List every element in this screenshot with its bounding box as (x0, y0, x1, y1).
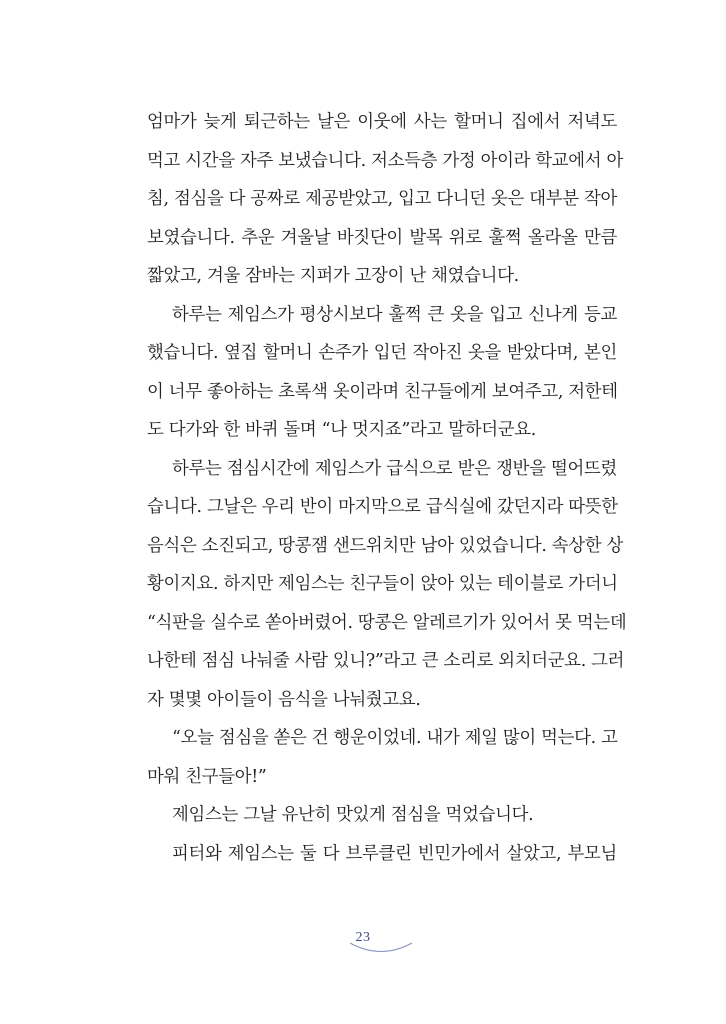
body-line: 마워 친구들아!” (147, 766, 267, 787)
body-line: 하루는 제임스가 평상시보다 훌쩍 큰 옷을 입고 신나게 등교 (172, 304, 617, 325)
body-line: 침, 점심을 다 공짜로 제공받았고, 입고 다니던 옷은 대부분 작아 (147, 189, 617, 209)
page-number-arc-ornament (348, 940, 414, 954)
body-line: 나한테 점심 나눠줄 사람 있니?”라고 큰 소리로 외치더군요. 그러 (147, 651, 625, 671)
body-line: 먹고 시간을 자주 보냈습니다. 저소득층 가정 아이라 학교에서 아 (147, 150, 624, 171)
body-line: 짧았고, 겨울 잠바는 지퍼가 고장이 난 채였습니다. (147, 266, 519, 286)
body-line: 자 몇몇 아이들이 음식을 나눠줬고요. (147, 689, 421, 710)
page-number: 23 (355, 930, 371, 945)
body-line: 이 너무 좋아하는 초록색 옷이라며 친구들에게 보여주고, 저한테 (147, 381, 618, 402)
body-line: 황이지요. 하지만 제임스는 친구들이 앉아 있는 테이블로 가더니 (147, 574, 618, 594)
body-line: 보였습니다. 추운 겨울날 바짓단이 발목 위로 훌쩍 올라올 만큼 (147, 227, 617, 248)
body-line: “오늘 점심을 쏟은 건 행운이었네. 내가 제일 많이 먹는다. 고 (172, 728, 618, 748)
page-body-text (147, 103, 627, 873)
body-line: 하루는 점심시간에 제임스가 급식으로 받은 쟁반을 떨어뜨렸 (172, 458, 617, 479)
body-line: 엄마가 늦게 퇴근하는 날은 이웃에 사는 할머니 집에서 저녁도 (147, 112, 617, 132)
body-line: 도 다가와 한 바퀴 돌며 “나 멋지죠”라고 말하더군요. (147, 420, 536, 440)
body-line: 음식은 소진되고, 땅콩잼 샌드위치만 남아 있었습니다. 속상한 상 (147, 535, 624, 556)
body-line: 피터와 제임스는 둘 다 브루클린 빈민가에서 살았고, 부모님 (172, 843, 617, 864)
body-line: 습니다. 그날은 우리 반이 마지막으로 급식실에 갔던지라 따뜻한 (147, 497, 618, 517)
body-line: 제임스는 그날 유난히 맛있게 점심을 먹었습니다. (172, 805, 534, 825)
body-line: 했습니다. 옆집 할머니 손주가 입던 작아진 옷을 받았다며, 본인 (147, 343, 617, 363)
body-line: “식판을 실수로 쏟아버렸어. 땅콩은 알레르기가 있어서 못 먹는데 (147, 612, 627, 633)
